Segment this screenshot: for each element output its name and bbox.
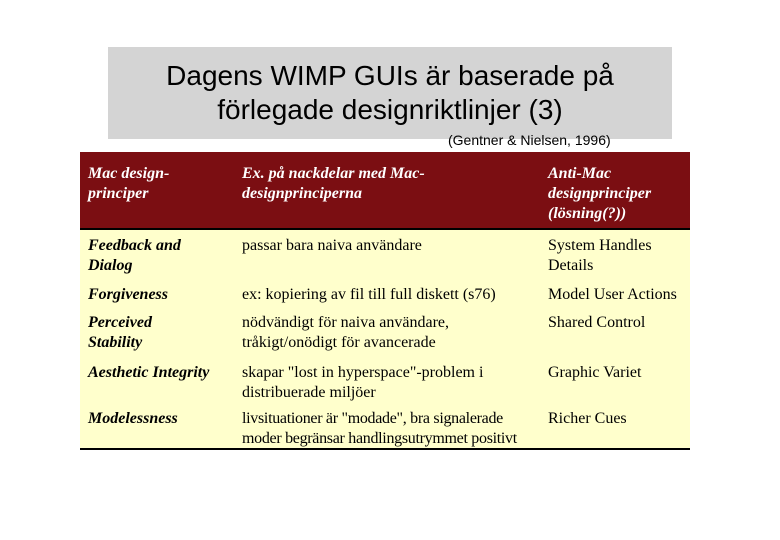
header-text: designprinciperna <box>242 185 363 202</box>
cell-text: distribuerade miljöer <box>242 384 376 401</box>
header-anti-mac <box>548 164 688 224</box>
table-row-example <box>242 409 542 449</box>
table-row-anti <box>548 313 688 333</box>
cell-text: Model User Actions <box>548 286 677 303</box>
header-text: Anti-Mac <box>548 165 612 182</box>
table-row-example <box>242 363 542 403</box>
cell-text: System Handles <box>548 237 652 254</box>
slide-title-line-2: förlegade designriktlinjer (3) <box>217 94 563 125</box>
cell-text: Richer Cues <box>548 410 627 427</box>
cell-text: Aesthetic Integrity <box>88 364 210 381</box>
citation: (Gentner & Nielsen, 1996) <box>448 132 611 148</box>
cell-text: skapar "lost in hyperspace"-problem i <box>242 364 484 381</box>
header-divider <box>80 228 690 230</box>
table-row-principle <box>88 285 238 305</box>
header-disadvantages <box>242 164 542 204</box>
header-text: (lösning(?)) <box>548 205 627 222</box>
header-mac-principles <box>88 164 238 204</box>
cell-text: livsituationer är "modade", bra signalerade <box>242 410 503 427</box>
table-row-principle <box>88 236 238 276</box>
cell-text: Stability <box>88 334 143 351</box>
cell-text: Dialog <box>88 257 133 274</box>
cell-text: Perceived <box>88 314 152 331</box>
cell-text: Details <box>548 257 594 274</box>
cell-text: Graphic Variet <box>548 364 642 381</box>
cell-text: moder begränsar handlingsutrymmet positivt <box>242 430 517 447</box>
table-row-example <box>242 285 542 305</box>
table-header <box>80 152 690 228</box>
table-row-principle <box>88 409 238 429</box>
design-principles-table <box>80 152 690 450</box>
cell-text: ex: kopiering av fil till full diskett (s76) <box>242 286 496 303</box>
table-row-example <box>242 313 542 353</box>
cell-text: Forgiveness <box>88 286 168 303</box>
cell-text: Feedback and <box>88 237 181 254</box>
table-bottom-divider <box>80 448 690 450</box>
header-text: designprinciper <box>548 185 652 202</box>
table-row-principle <box>88 313 238 353</box>
cell-text: nödvändigt för naiva användare, <box>242 314 450 331</box>
table-row-anti <box>548 363 688 383</box>
header-text: principer <box>88 185 149 202</box>
table-row-anti <box>548 285 688 305</box>
slide-title-line-1: Dagens WIMP GUIs är baserade på <box>166 60 614 91</box>
cell-text: passar bara naiva användare <box>242 237 422 254</box>
header-text: Ex. på nackdelar med Mac- <box>242 165 425 182</box>
table-row-anti <box>548 236 688 276</box>
cell-text: Shared Control <box>548 314 646 331</box>
header-text: Mac design- <box>88 165 170 182</box>
table-row-principle <box>88 363 238 383</box>
table-row-example <box>242 236 542 256</box>
cell-text: Modelessness <box>88 410 178 427</box>
slide-title <box>108 47 672 139</box>
cell-text: tråkigt/onödigt för avancerade <box>242 334 436 351</box>
table-row-anti <box>548 409 688 429</box>
